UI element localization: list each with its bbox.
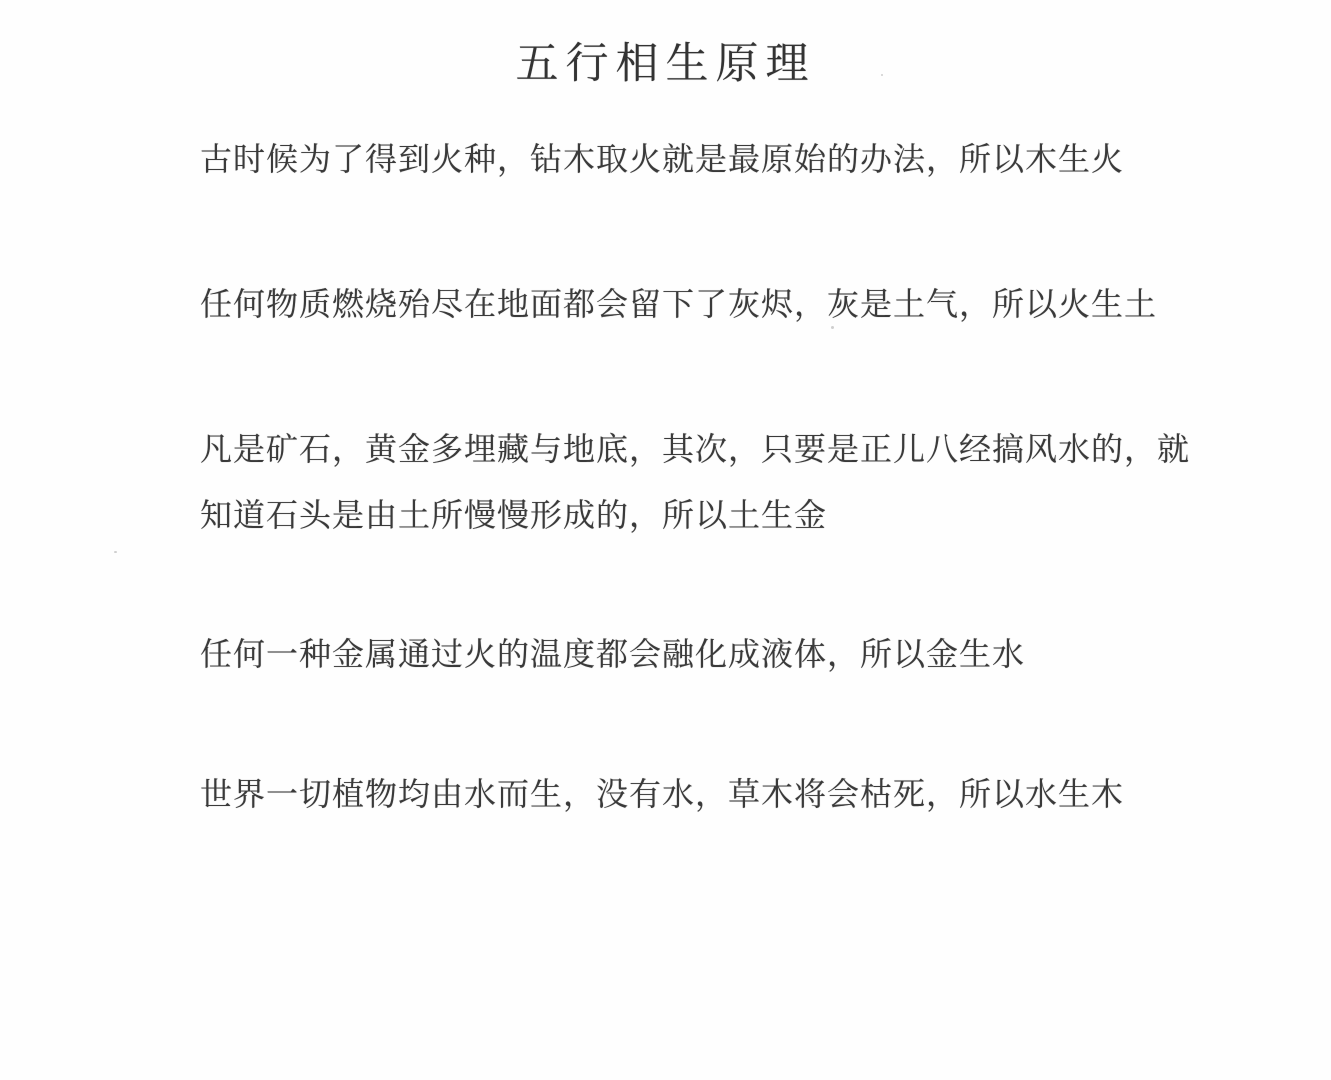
- page-title: 五行相生原理: [515, 39, 816, 89]
- paragraph-metal-generates-water: 任何一种金属通过火的温度都会融化成液体，所以金生水: [200, 635, 1026, 673]
- scan-speck: [831, 326, 834, 329]
- paragraph-earth-generates-metal-line-2: 知道石头是由土所慢慢形成的，所以土生金: [200, 496, 828, 534]
- paragraph-earth-generates-metal-line-1: 凡是矿石，黄金多埋藏与地底，其次，只要是正儿八经搞风水的，就: [200, 430, 1191, 468]
- scan-speck: [114, 551, 117, 553]
- paragraph-water-generates-wood: 世界一切植物均由水而生，没有水，草木将会枯死，所以水生木: [200, 775, 1125, 813]
- paragraph-fire-generates-earth: 任何物质燃烧殆尽在地面都会留下了灰烬，灰是土气，所以火生土: [200, 285, 1158, 323]
- scan-speck: [881, 74, 883, 76]
- paragraph-wood-generates-fire: 古时候为了得到火种，钻木取火就是最原始的办法，所以木生火: [200, 140, 1125, 178]
